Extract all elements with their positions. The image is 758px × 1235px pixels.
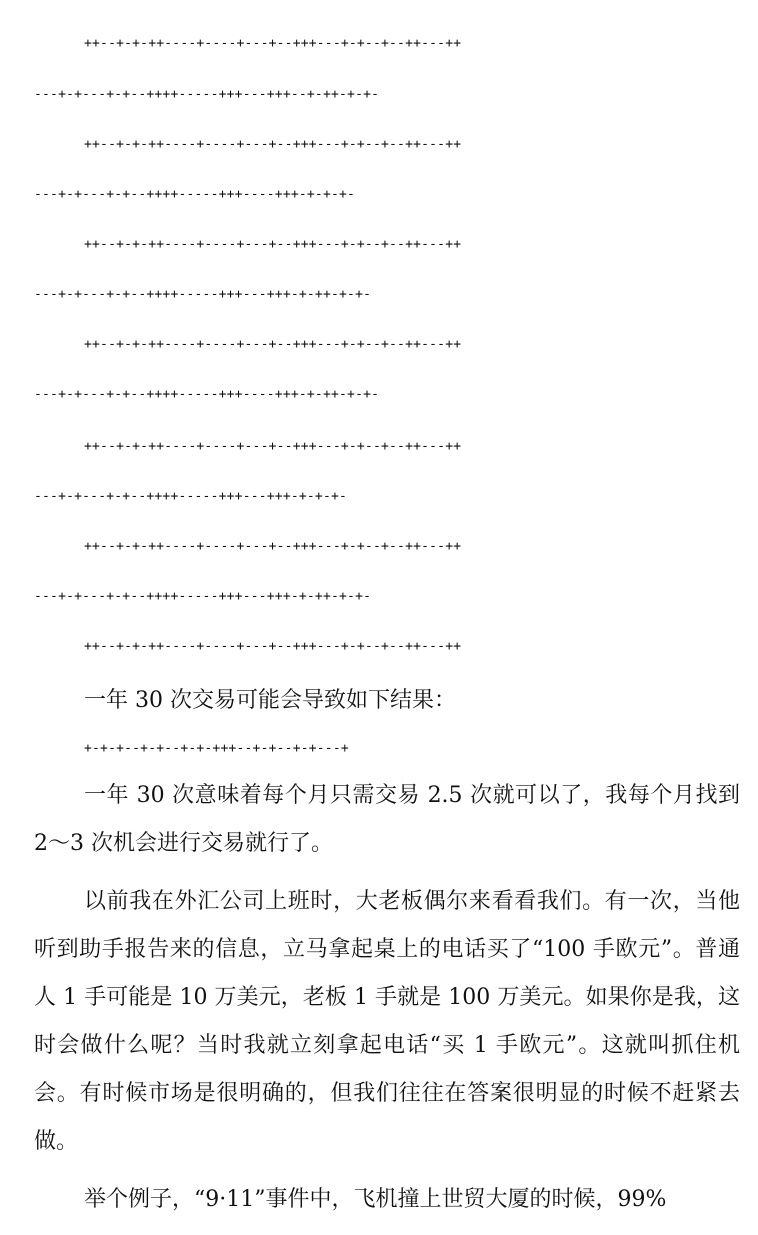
paragraph-text: 举个例子，“9·11”事件中，飞机撞上世贸大厦的时候，99% bbox=[84, 1187, 667, 1212]
trade-sequence-line: ---+-+---+-+--++++-----+++---+++--+-++-+-+- bbox=[34, 87, 380, 102]
trade-sequence-line: ++--+-+-++----+----+---+--+++---+-+--+--++---++ bbox=[84, 137, 462, 152]
thirty-trades-sequence: +-+-+--+-+--+-+-+++--+-+--+-+---+ bbox=[84, 741, 349, 756]
thirty-trades-heading: 一年 30 次交易可能会导致如下结果： bbox=[84, 688, 456, 713]
trade-sequence-line: ---+-+---+-+--++++-----+++---+++-+-++-+-+- bbox=[34, 589, 372, 604]
trade-sequence-line: ++--+-+-++----+----+---+--+++---+-+--+--++---++ bbox=[84, 439, 462, 454]
trade-sequence-line: ++--+-+-++----+----+---+--+++---+-+--+--++---++ bbox=[84, 237, 462, 252]
body-paragraph bbox=[34, 878, 740, 1166]
trade-sequence-line: ++--+-+-++----+----+---+--+++---+-+--+--++---++ bbox=[84, 36, 462, 51]
trade-sequence-line: ++--+-+-++----+----+---+--+++---+-+--+--++---++ bbox=[84, 639, 462, 654]
trade-sequence-line: ++--+-+-++----+----+---+--+++---+-+--+--++---++ bbox=[84, 539, 462, 554]
trade-sequence-line: ---+-+---+-+--++++-----+++----+++-+-+-+- bbox=[34, 187, 356, 202]
body-paragraph bbox=[34, 1176, 740, 1224]
paragraph-text: 以前我在外汇公司上班时，大老板偶尔来看看我们。有一次，当他听到助手报告来的信息，立马拿起桌上的电话买了“100 手欧元”。普通人 1 手可能是 10 万美元，老板 1 手就是 100 万美元。如果你是我，这时会做什么呢？当时我就立刻拿起电话“买 1 手欧元”。这就叫抓住机会。有时候市场是很明确的，但我们往往在答案很明显的时候不赶紧去做。 bbox=[34, 889, 740, 1154]
trade-sequence-line: ---+-+---+-+--++++-----+++---+++-+-++-+-+- bbox=[34, 287, 372, 302]
body-paragraph bbox=[34, 772, 740, 868]
paragraph-text: 一年 30 次意味着每个月只需交易 2.5 次就可以了，我每个月找到 2～3 次机会进行交易就行了。 bbox=[34, 783, 740, 856]
trade-sequence-line: ---+-+---+-+--++++-----+++---+++-+-+-+- bbox=[34, 489, 348, 504]
trade-sequence-line: ++--+-+-++----+----+---+--+++---+-+--+--++---++ bbox=[84, 337, 462, 352]
trade-sequence-line: ---+-+---+-+--++++-----+++----+++-+-++-+-+- bbox=[34, 387, 380, 402]
